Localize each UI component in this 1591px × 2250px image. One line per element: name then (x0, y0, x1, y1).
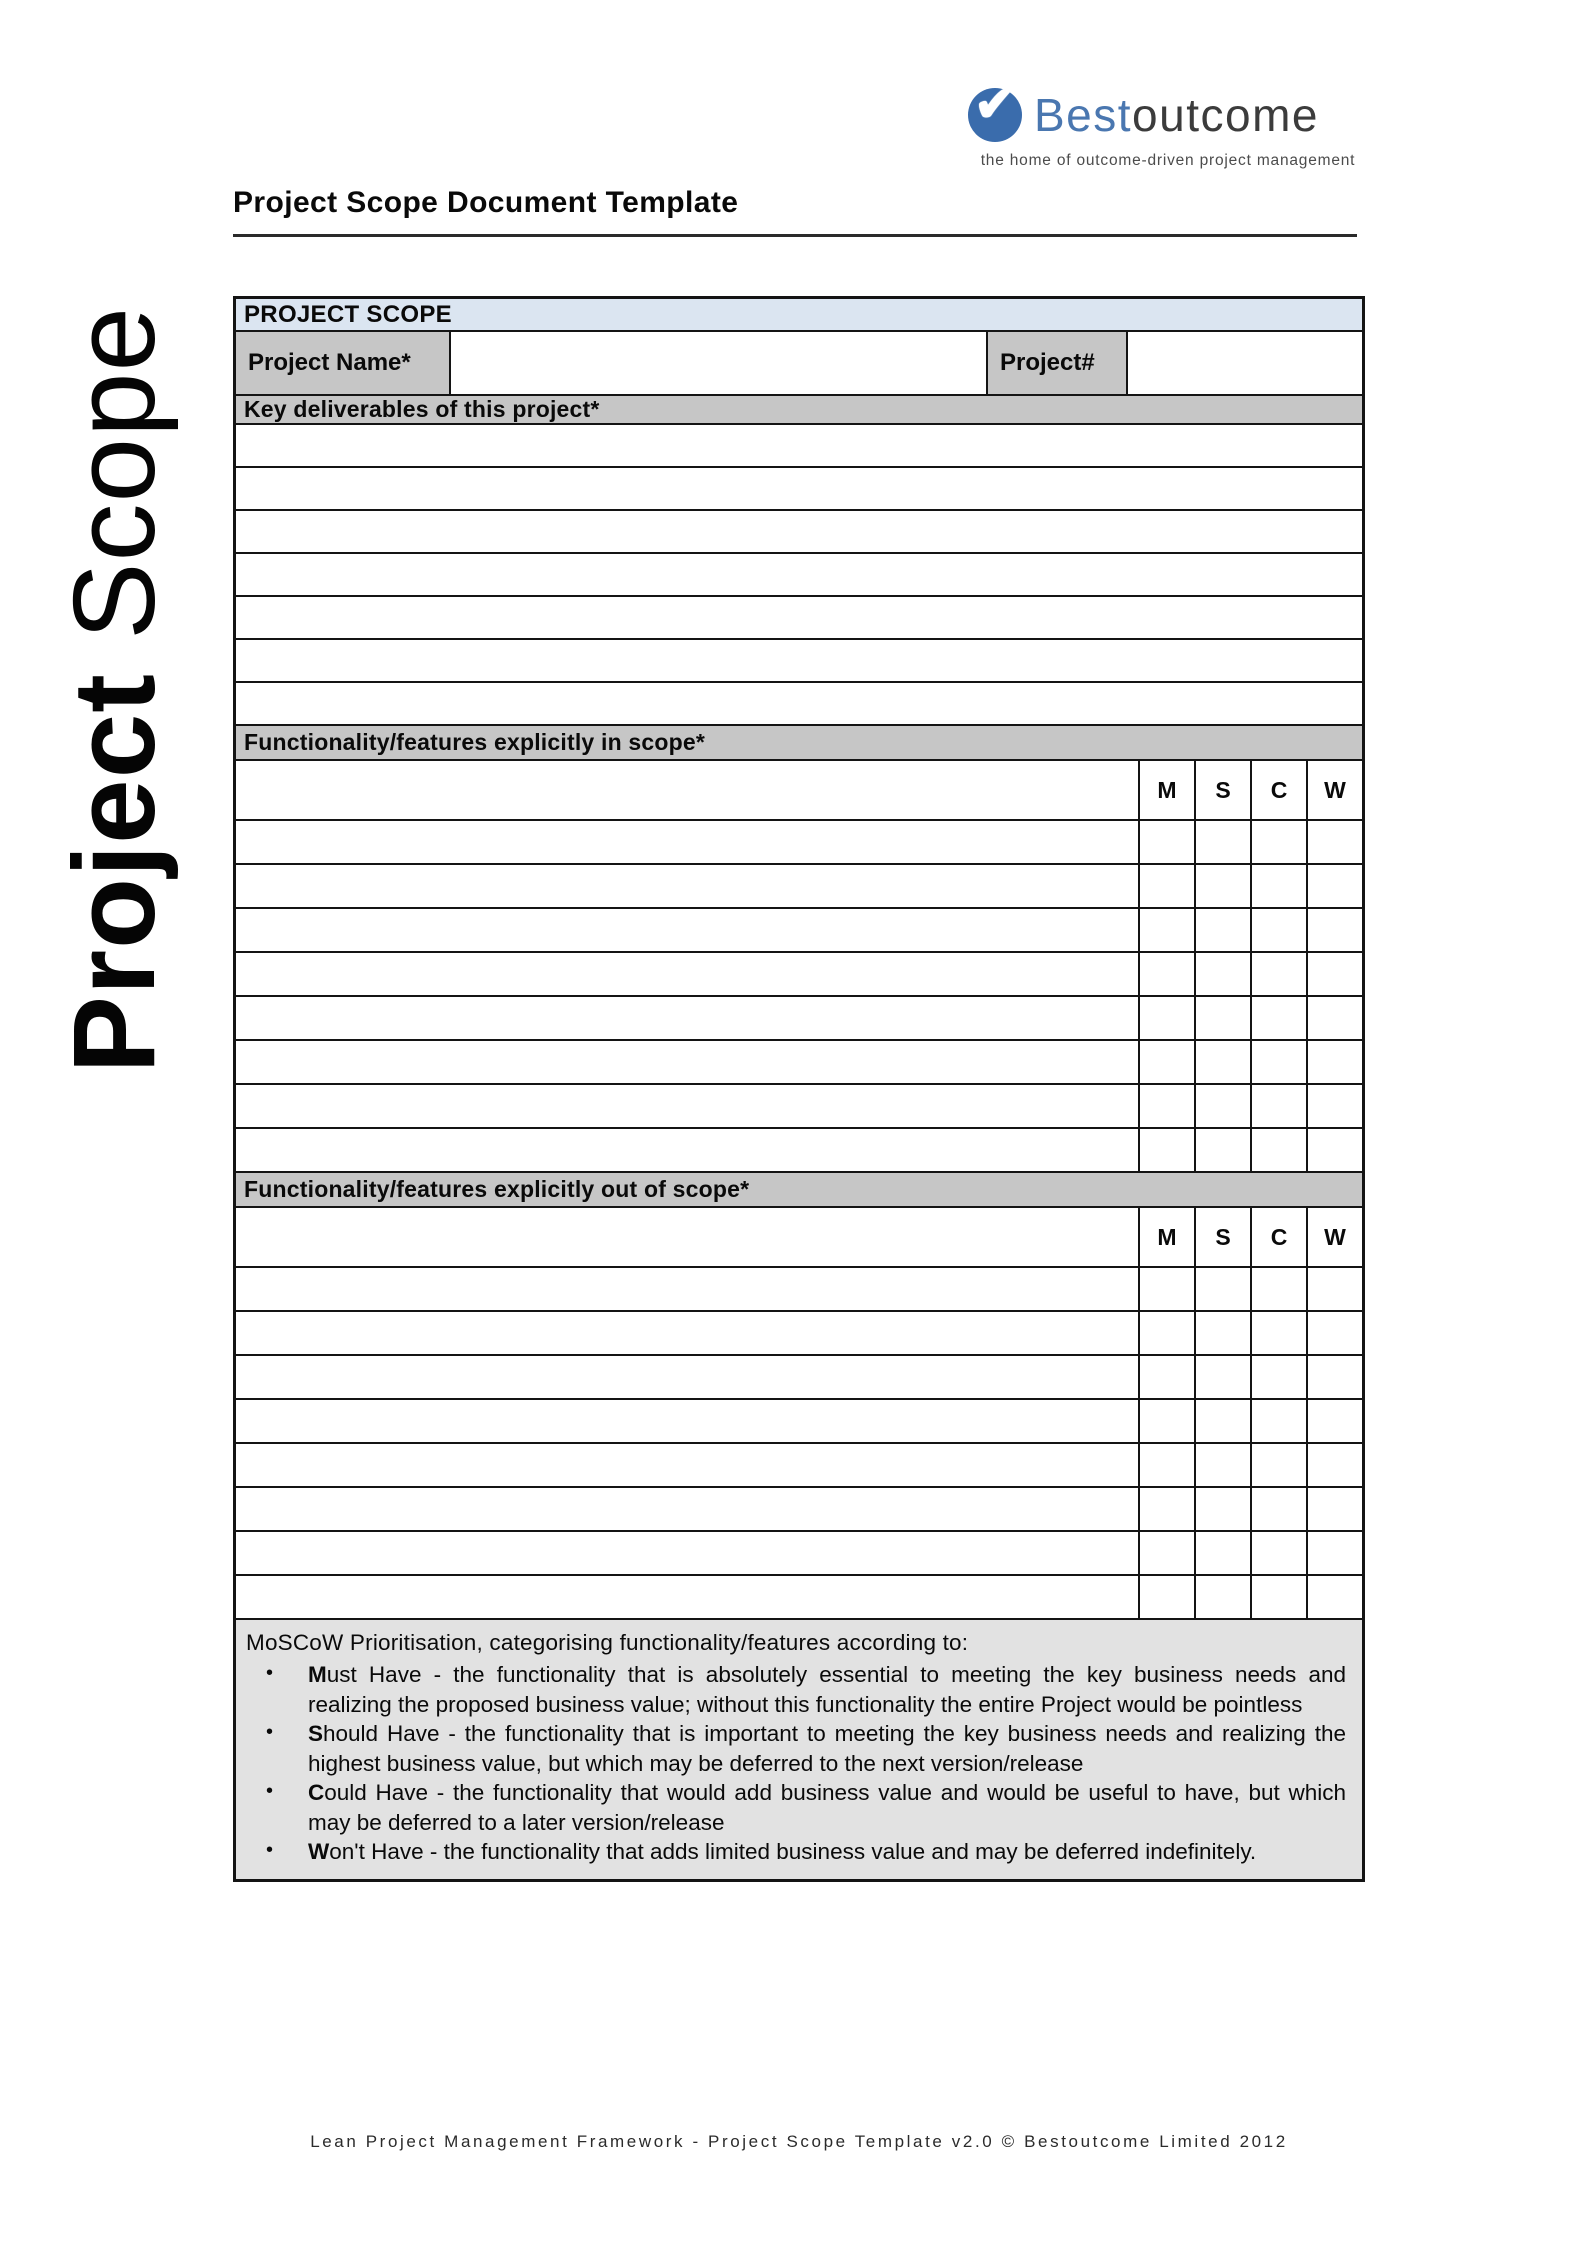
out-of-scope-feature-column (236, 1208, 1138, 1266)
c-checkbox-cell[interactable] (1250, 953, 1306, 995)
c-checkbox-cell[interactable] (1250, 865, 1306, 907)
in-scope-feature-column (236, 761, 1138, 819)
moscow-bullet-must (246, 1660, 1352, 1719)
s-checkbox-cell[interactable] (1194, 1129, 1250, 1171)
w-checkbox-cell[interactable] (1306, 1129, 1362, 1171)
key-deliverable-input-row[interactable] (236, 683, 1362, 726)
feature-input-cell[interactable] (236, 1532, 1138, 1574)
moscow-bullet-text: Won't Have - the functionality that adds limited business value and may be deferred indefinitely. (308, 1839, 1257, 1865)
w-checkbox-cell[interactable] (1306, 1400, 1362, 1442)
side-watermark (36, 242, 192, 1138)
c-checkbox-cell[interactable] (1250, 1268, 1306, 1310)
c-checkbox-cell[interactable] (1250, 1085, 1306, 1127)
m-checkbox-cell[interactable] (1138, 1085, 1194, 1127)
feature-input-cell[interactable] (236, 1576, 1138, 1618)
feature-input-cell[interactable] (236, 1356, 1138, 1398)
s-checkbox-cell[interactable] (1194, 1400, 1250, 1442)
moscow-bullet-could (246, 1778, 1352, 1837)
in-scope-input-row (236, 997, 1362, 1041)
s-checkbox-cell[interactable] (1194, 1268, 1250, 1310)
moscow-prioritisation-section (236, 1620, 1362, 1879)
m-checkbox-cell[interactable] (1138, 1532, 1194, 1574)
c-checkbox-cell[interactable] (1250, 1312, 1306, 1354)
out-of-scope-input-row (236, 1444, 1362, 1488)
s-checkbox-cell[interactable] (1194, 909, 1250, 951)
column-header-could: C (1250, 761, 1306, 819)
m-checkbox-cell[interactable] (1138, 1400, 1194, 1442)
m-checkbox-cell[interactable] (1138, 1129, 1194, 1171)
m-checkbox-cell[interactable] (1138, 1444, 1194, 1486)
project-number-input[interactable] (1126, 332, 1362, 394)
c-checkbox-cell[interactable] (1250, 1532, 1306, 1574)
c-checkbox-cell[interactable] (1250, 997, 1306, 1039)
feature-input-cell[interactable] (236, 821, 1138, 863)
moscow-bullet-should (246, 1719, 1352, 1778)
c-checkbox-cell[interactable] (1250, 1400, 1306, 1442)
feature-input-cell[interactable] (236, 1041, 1138, 1083)
m-checkbox-cell[interactable] (1138, 909, 1194, 951)
w-checkbox-cell[interactable] (1306, 821, 1362, 863)
m-checkbox-cell[interactable] (1138, 1576, 1194, 1618)
side-watermark-text (47, 306, 181, 1073)
s-checkbox-cell[interactable] (1194, 1312, 1250, 1354)
checkmark-icon (968, 76, 1022, 142)
s-checkbox-cell[interactable] (1194, 1532, 1250, 1574)
column-header-wont: W (1306, 1208, 1362, 1266)
w-checkbox-cell[interactable] (1306, 1085, 1362, 1127)
feature-input-cell[interactable] (236, 1312, 1138, 1354)
moscow-intro: MoSCoW Prioritisation, categorising functionality/features according to: (246, 1630, 969, 1655)
key-deliverable-input-row[interactable] (236, 511, 1362, 554)
m-checkbox-cell[interactable] (1138, 1312, 1194, 1354)
c-checkbox-cell[interactable] (1250, 821, 1306, 863)
key-deliverable-input-row[interactable] (236, 554, 1362, 597)
c-checkbox-cell[interactable] (1250, 1488, 1306, 1530)
column-header-must: M (1138, 761, 1194, 819)
side-watermark-project: Project (49, 673, 179, 1074)
s-checkbox-cell[interactable] (1194, 1356, 1250, 1398)
in-scope-input-row (236, 1129, 1362, 1173)
m-checkbox-cell[interactable] (1138, 821, 1194, 863)
m-checkbox-cell[interactable] (1138, 1041, 1194, 1083)
s-checkbox-cell[interactable] (1194, 1041, 1250, 1083)
s-checkbox-cell[interactable] (1194, 997, 1250, 1039)
m-checkbox-cell[interactable] (1138, 1356, 1194, 1398)
in-scope-input-row (236, 1041, 1362, 1085)
c-checkbox-cell[interactable] (1250, 1444, 1306, 1486)
out-of-scope-input-row (236, 1532, 1362, 1576)
moscow-bullet-text: Could Have - the functionality that would add business value and would be useful to have, but which may be deferred to a later version/release (308, 1780, 1346, 1835)
logo-wordmark-best: Best (1034, 89, 1133, 141)
logo-row (968, 76, 1368, 142)
w-checkbox-cell[interactable] (1306, 1576, 1362, 1618)
w-checkbox-cell[interactable] (1306, 1532, 1362, 1574)
s-checkbox-cell[interactable] (1194, 1444, 1250, 1486)
w-checkbox-cell[interactable] (1306, 865, 1362, 907)
w-checkbox-cell[interactable] (1306, 1268, 1362, 1310)
m-checkbox-cell[interactable] (1138, 865, 1194, 907)
out-of-scope-input-row (236, 1312, 1362, 1356)
check-glyph: ✔ (974, 76, 1016, 132)
column-header-wont: W (1306, 761, 1362, 819)
c-checkbox-cell[interactable] (1250, 1041, 1306, 1083)
c-checkbox-cell[interactable] (1250, 1356, 1306, 1398)
out-of-scope-input-row (236, 1268, 1362, 1312)
key-deliverables-header: Key deliverables of this project* (236, 396, 1362, 425)
project-number-label: Project# (986, 332, 1126, 394)
bestoutcome-logo (968, 76, 1368, 170)
w-checkbox-cell[interactable] (1306, 1356, 1362, 1398)
bullet-icon: • (266, 1839, 274, 1862)
column-header-should: S (1194, 1208, 1250, 1266)
in-scope-column-header-row (236, 761, 1362, 821)
moscow-bullet-wont (246, 1837, 1352, 1866)
column-header-must: M (1138, 1208, 1194, 1266)
s-checkbox-cell[interactable] (1194, 821, 1250, 863)
feature-input-cell[interactable] (236, 1400, 1138, 1442)
in-scope-input-row (236, 909, 1362, 953)
bullet-icon: • (266, 1662, 274, 1685)
feature-input-cell[interactable] (236, 1085, 1138, 1127)
bullet-icon: • (266, 1780, 274, 1803)
out-of-scope-header: Functionality/features explicitly out of scope* (236, 1173, 1362, 1208)
logo-wordmark (1034, 88, 1319, 142)
key-deliverable-input-row[interactable] (236, 425, 1362, 468)
w-checkbox-cell[interactable] (1306, 1444, 1362, 1486)
out-of-scope-input-row (236, 1576, 1362, 1620)
feature-input-cell[interactable] (236, 953, 1138, 995)
s-checkbox-cell[interactable] (1194, 1576, 1250, 1618)
feature-input-cell[interactable] (236, 1268, 1138, 1310)
project-scope-table (233, 296, 1365, 1882)
feature-input-cell[interactable] (236, 1129, 1138, 1171)
in-scope-input-row (236, 1085, 1362, 1129)
moscow-bullet-text: Must Have - the functionality that is absolutely essential to meeting the key business needs and realizing the proposed business value; without this functionality the entire Project would be pointless (308, 1662, 1346, 1717)
feature-input-cell[interactable] (236, 909, 1138, 951)
out-of-scope-column-header-row (236, 1208, 1362, 1268)
key-deliverable-input-row[interactable] (236, 640, 1362, 683)
out-of-scope-input-row (236, 1400, 1362, 1444)
w-checkbox-cell[interactable] (1306, 1312, 1362, 1354)
in-scope-input-row (236, 865, 1362, 909)
project-name-label: Project Name* (236, 332, 449, 394)
feature-input-cell[interactable] (236, 865, 1138, 907)
page-title: Project Scope Document Template (233, 186, 1357, 237)
moscow-bullet-text: Should Have - the functionality that is important to meeting the key business needs and realizing the highest business value, but which may be deferred to the next version/release (308, 1721, 1346, 1776)
w-checkbox-cell[interactable] (1306, 1488, 1362, 1530)
table-title-bar: PROJECT SCOPE (236, 299, 1362, 332)
in-scope-header: Functionality/features explicitly in scope* (236, 726, 1362, 761)
key-deliverable-input-row[interactable] (236, 597, 1362, 640)
w-checkbox-cell[interactable] (1306, 953, 1362, 995)
w-checkbox-cell[interactable] (1306, 1041, 1362, 1083)
key-deliverable-input-row[interactable] (236, 468, 1362, 511)
out-of-scope-input-row (236, 1356, 1362, 1400)
in-scope-input-row (236, 821, 1362, 865)
c-checkbox-cell[interactable] (1250, 1129, 1306, 1171)
s-checkbox-cell[interactable] (1194, 865, 1250, 907)
m-checkbox-cell[interactable] (1138, 1488, 1194, 1530)
document-footer: Lean Project Management Framework - Project Scope Template v2.0 © Bestoutcome Limited 2012 (310, 2132, 1288, 2151)
feature-input-cell[interactable] (236, 1444, 1138, 1486)
side-watermark-scope: Scope (49, 306, 179, 641)
project-name-input[interactable] (449, 332, 986, 394)
column-header-should: S (1194, 761, 1250, 819)
c-checkbox-cell[interactable] (1250, 1576, 1306, 1618)
out-of-scope-input-row (236, 1488, 1362, 1532)
column-header-could: C (1250, 1208, 1306, 1266)
in-scope-input-row (236, 953, 1362, 997)
m-checkbox-cell[interactable] (1138, 953, 1194, 995)
feature-input-cell[interactable] (236, 997, 1138, 1039)
s-checkbox-cell[interactable] (1194, 1085, 1250, 1127)
m-checkbox-cell[interactable] (1138, 1268, 1194, 1310)
project-name-row (236, 332, 1362, 396)
logo-tagline: the home of outcome-driven project management (980, 152, 1356, 169)
bullet-icon: • (266, 1721, 274, 1744)
s-checkbox-cell[interactable] (1194, 1488, 1250, 1530)
feature-input-cell[interactable] (236, 1488, 1138, 1530)
logo-wordmark-outcome: outcome (1132, 89, 1319, 141)
moscow-bullet-list (246, 1660, 1352, 1866)
w-checkbox-cell[interactable] (1306, 997, 1362, 1039)
c-checkbox-cell[interactable] (1250, 909, 1306, 951)
w-checkbox-cell[interactable] (1306, 909, 1362, 951)
s-checkbox-cell[interactable] (1194, 953, 1250, 995)
m-checkbox-cell[interactable] (1138, 997, 1194, 1039)
